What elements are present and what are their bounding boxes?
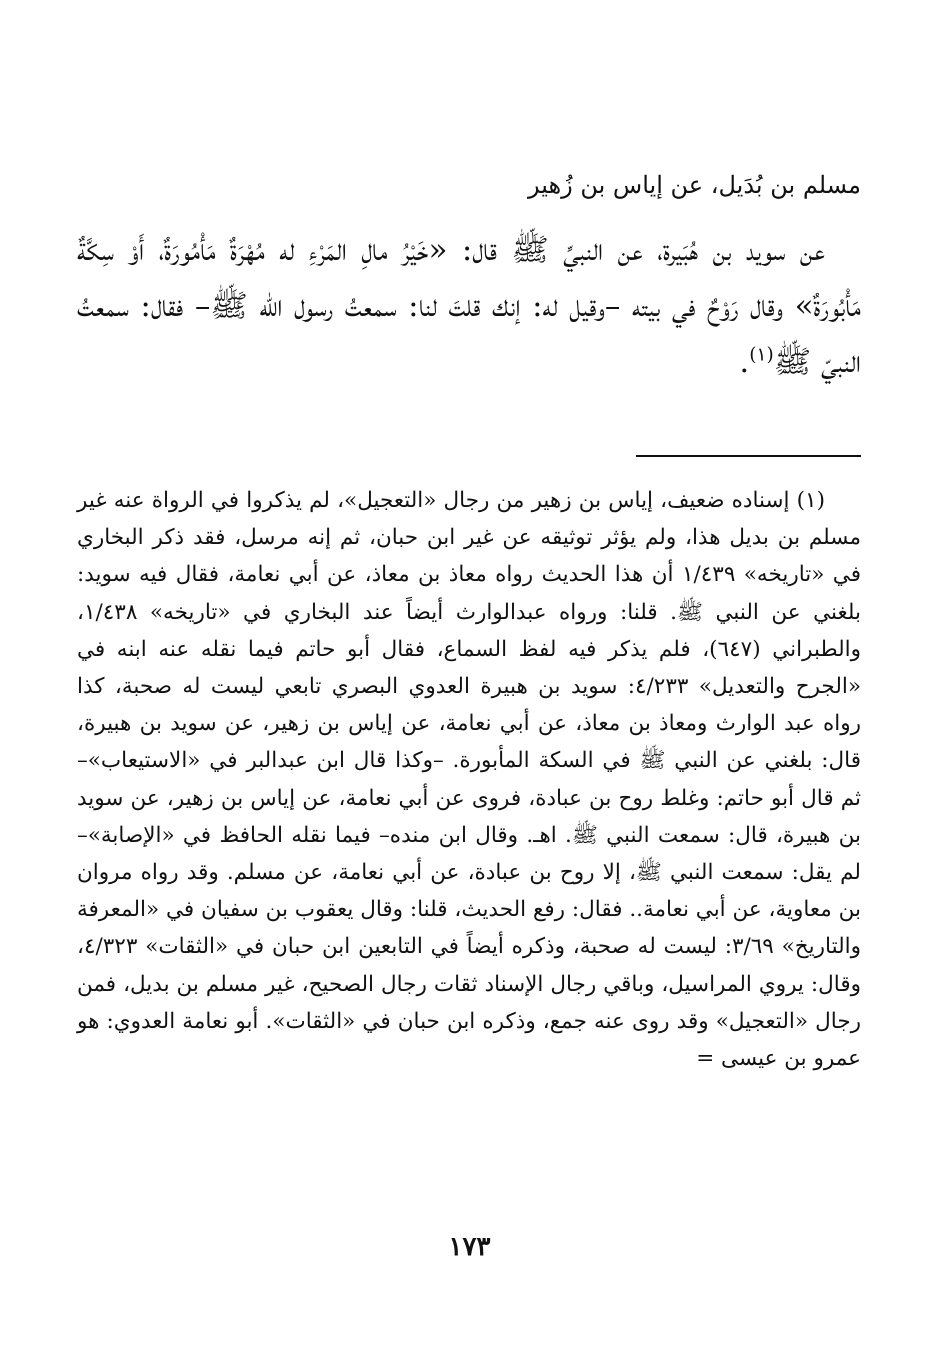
hadith-text (77, 222, 861, 390)
hadith-end-punctuation: . (739, 344, 750, 380)
footnote (77, 482, 861, 1077)
isnad-chain-heading: مسلم بن بُدَيل، عن إياس بن زُهير (527, 171, 861, 199)
footnote-marker: (١) (749, 344, 774, 366)
page-number: ١٧٣ (448, 1232, 491, 1262)
footnote-text: (١) إسناده ضعيف، إياس بن زهير من رجال «التعجيل»، لم يذكروا في الرواة عنه غير مسلم بن بديل هذا، ولم يؤثر توثيقه عن غير ابن حبان، ثم إنه مرسل، فقد ذكر البخاري في «تاريخه» ١/٤٣٩ أن هذا الحديث رواه معاذ بن معاذ، عن أبي نعامة، فقال فيه سويد: بلغني عن النبي ﷺ. قلنا: ورواه عبدالوارث أيضاً عند البخاري في «تاريخه» ١/٤٣٨، والطبراني (٦٤٧)، فلم يذكر فيه لفظ السماع، فقال أبو حاتم فيما نقله عنه ابنه في «الجرح والتعديل» ٤/٢٣٣: سويد بن هبيرة العدوي البصري تابعي ليست له صحبة، كذا رواه عبد الوارث ومعاذ بن معاذ، عن أبي نعامة، عن إياس بن زهير، عن سويد بن هبيرة، قال: بلغني عن النبي ﷺ في السكة المأبورة. –وكذا قال ابن عبدالبر في «الاستيعاب»– ثم قال أبو حاتم: وغلط روح بن عبادة، فروى عن أبي نعامة، عن إياس بن زهير، عن سويد بن هبيرة، قال: سمعت النبي ﷺ. اهـ. وقال ابن منده– فيما نقله الحافظ في «الإصابة»– لم يقل: سمعت النبي ﷺ، إلا روح بن عبادة، عن أبي نعامة، عن مسلم. وقد رواه مروان بن معاوية، عن أبي نعامة.. فقال: رفع الحديث، قلنا: وقال يعقوب بن سفيان في «المعرفة والتاريخ» ٣/٦٩: ليست له صحبة، وذكره أيضاً في التابعين ابن حبان في «الثقات» ٤/٣٢٣، وقال: يروي المراسيل، وباقي رجال الإسناد ثقات رجال الصحيح، غير مسلم بن بديل، فمن رجال «التعجيل» وقد روى عنه جمع، وذكره ابن حبان في «الثقات». أبو نعامة العدوي: هو عمرو بن عيسى = (77, 488, 861, 1072)
footnote-divider (636, 455, 861, 457)
hadith-body: عن سويد بن هُبَيرة، عن النبيِّ ﷺ قال: «خَيْرُ مالِ المَرْءِ له مُهْرَةٌ مَأْمُورَةٌ، أَوْ سِكَّةٌ مَأْبُورَةٌ» وقال رَوْحٌ في بيته –وقيل له: إنك قلتَ لنا: سمعتُ رسول الله ﷺ– فقال: سمعتُ النبيّ ﷺ (77, 232, 861, 380)
